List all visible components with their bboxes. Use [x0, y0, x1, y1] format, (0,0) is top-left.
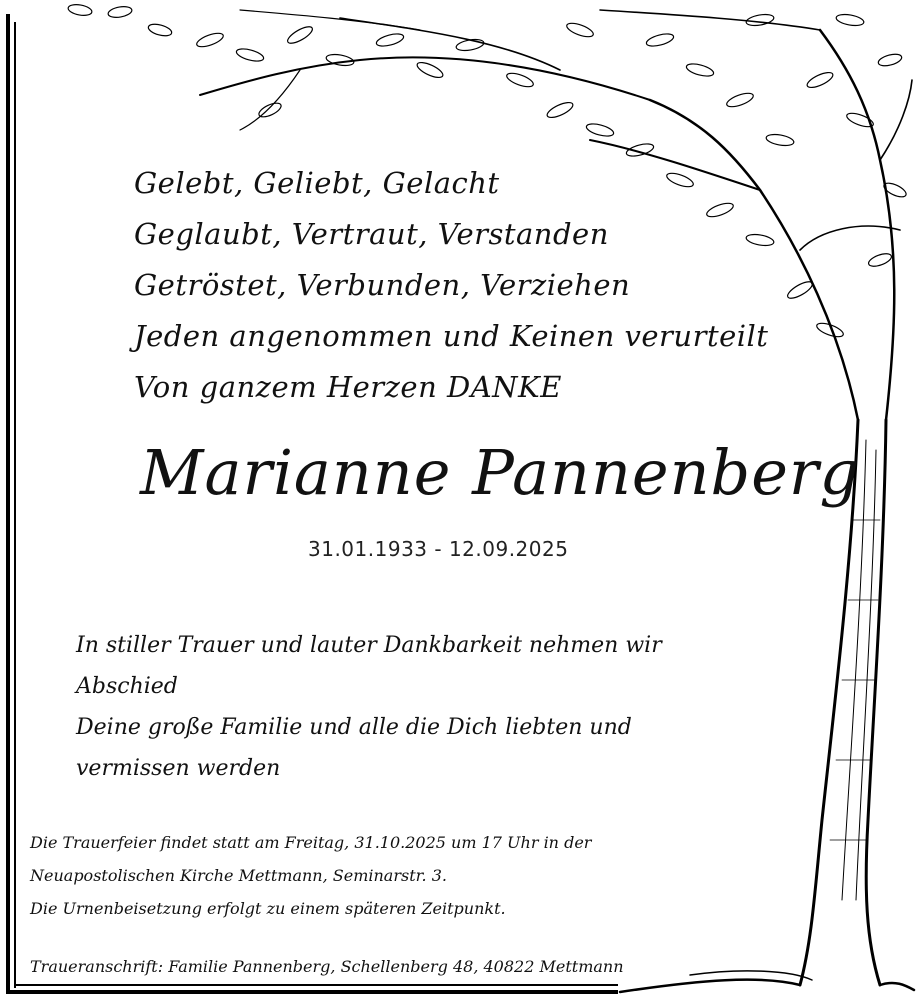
poem-line: Getröstet, Verbunden, Verziehen [134, 268, 631, 302]
mourning-address: Traueranschrift: Familie Pannenberg, Schellenberg 48, 40822 Mettmann [30, 957, 624, 976]
life-dates: 31.01.1933 - 12.09.2025 [308, 537, 569, 561]
ceremony-line: Neuapostolischen Kirche Mettmann, Seminarstr. 3. [30, 866, 447, 885]
ceremony-info [30, 826, 591, 925]
mourning-line: Abschied [76, 674, 178, 699]
poem-line: Gelebt, Geliebt, Gelacht [134, 166, 500, 200]
mourning-text [76, 625, 662, 789]
deceased-name: Marianne Pannenberg [140, 436, 861, 509]
ceremony-line: Die Trauerfeier findet statt am Freitag, 31.10.2025 um 17 Uhr in der [30, 833, 592, 852]
mourning-line: In stiller Trauer und lauter Dankbarkeit nehmen wir [76, 633, 662, 658]
mourning-line: Deine große Familie und alle die Dich liebten und [76, 715, 632, 740]
poem [134, 158, 768, 413]
mourning-line: vermissen werden [76, 756, 281, 781]
poem-line: Von ganzem Herzen DANKE [134, 370, 562, 404]
ceremony-line: Die Urnenbeisetzung erfolgt zu einem späteren Zeitpunkt. [30, 899, 506, 918]
poem-line: Jeden angenommen und Keinen verurteilt [134, 319, 769, 353]
poem-line: Geglaubt, Vertraut, Verstanden [134, 217, 609, 251]
